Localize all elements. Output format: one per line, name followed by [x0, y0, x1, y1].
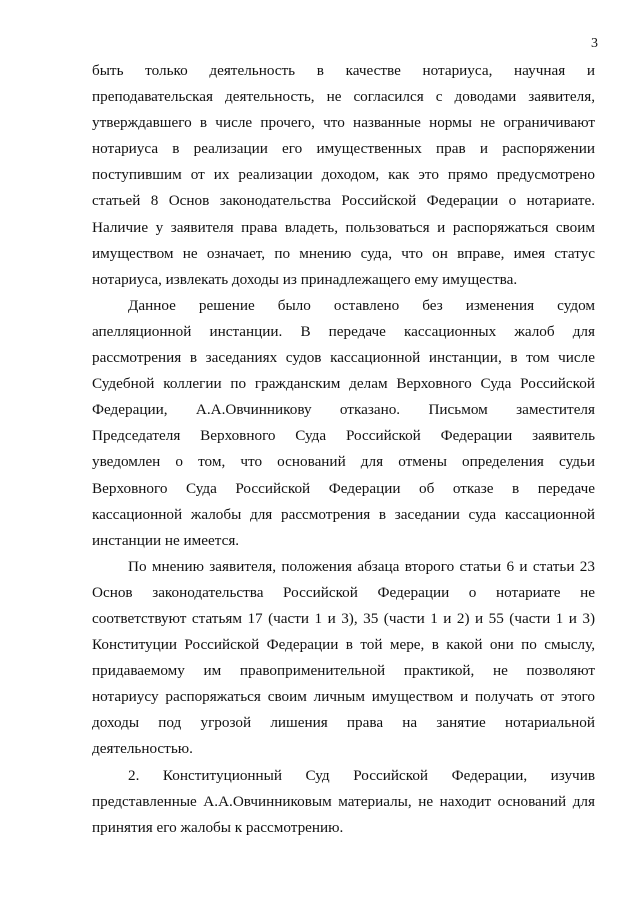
text-line: утверждавшего в числе прочего, что названные нормы не ограничивают	[92, 114, 595, 132]
text-line: Судебной коллегии по гражданским делам Верховного Суда Российской	[92, 375, 595, 393]
text-line: представленные А.А.Овчинниковым материалы, не находит оснований для	[92, 792, 595, 810]
text-line: Федерации, А.А.Овчинникову отказано. Письмом заместителя	[92, 401, 595, 419]
text-line: статьей 8 Основ законодательства Российской Федерации о нотариате.	[92, 192, 595, 210]
text-line: поступившим от их реализации доходом, как это прямо предусмотрено	[92, 166, 595, 184]
text-line: Конституции Российской Федерации в той мере, в какой они по смыслу,	[92, 636, 595, 654]
paragraph-3	[92, 554, 595, 763]
text-line: Данное решение было оставлено без изменения судом	[128, 296, 595, 314]
text-line: доходы под угрозой лишения права на занятие нотариальной	[92, 714, 595, 732]
text-line: соответствуют статьям 17 (части 1 и 3), 35 (части 1 и 2) и 55 (части 1 и 3)	[92, 609, 595, 627]
text-line: уведомлен о том, что оснований для отмены определения судьи	[92, 453, 595, 471]
text-line: апелляционной инстанции. В передаче кассационных жалоб для	[92, 322, 595, 340]
text-line: нотариуса в реализации его имущественных прав и распоряжении	[92, 140, 595, 158]
paragraph-2	[92, 293, 595, 554]
text-line: 2. Конституционный Суд Российской Федерации, изучив	[128, 766, 595, 784]
text-line: быть только деятельность в качестве нотариуса, научная и	[92, 62, 595, 79]
document-body	[92, 58, 595, 841]
paragraph-1	[92, 58, 595, 293]
page-number: 3	[591, 36, 598, 51]
text-line: принятия его жалобы к рассмотрению.	[92, 818, 344, 836]
text-line: кассационной жалобы для рассмотрения в заседании суда кассационной	[92, 505, 595, 523]
text-line: имуществом не означает, по мнению суда, что он вправе, имея статус	[92, 244, 595, 262]
text-line: нотариуса, извлекать доходы из принадлежащего ему имущества.	[92, 270, 518, 288]
paragraph-4	[92, 763, 595, 841]
text-line: рассмотрения в заседаниях судов кассационной инстанции, в том числе	[92, 349, 595, 367]
text-line: Председателя Верховного Суда Российской Федерации заявитель	[92, 427, 595, 445]
text-line: придаваемому им правоприменительной практикой, не позволяют	[92, 662, 595, 680]
text-line: инстанции не имеется.	[92, 531, 240, 549]
text-line: Основ законодательства Российской Федерации о нотариате не	[92, 583, 595, 601]
text-line: нотариусу распоряжаться своим личным имуществом и получать от этого	[92, 688, 595, 706]
text-line: Наличие у заявителя права владеть, пользоваться и распоряжаться своим	[92, 218, 595, 236]
text-line: деятельностью.	[92, 740, 193, 758]
text-line: преподавательская деятельность, не согласился с доводами заявителя,	[92, 88, 595, 106]
text-line: Верховного Суда Российской Федерации об отказе в передаче	[92, 479, 595, 497]
text-line: По мнению заявителя, положения абзаца второго статьи 6 и статьи 23	[128, 557, 595, 575]
